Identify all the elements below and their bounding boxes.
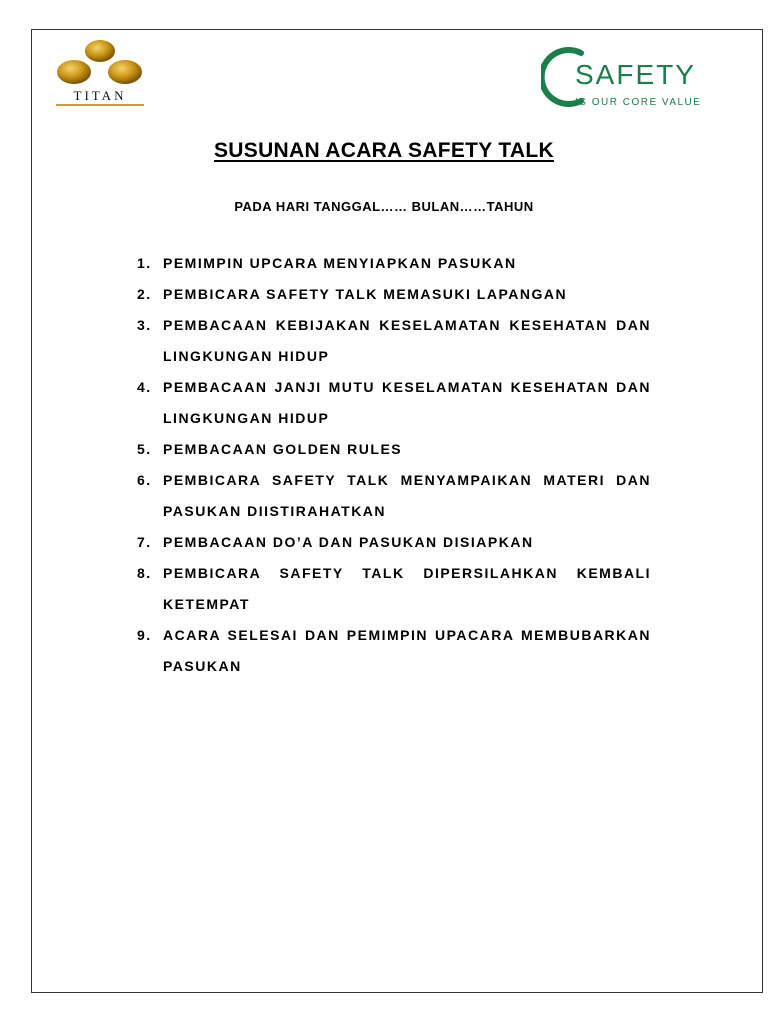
item-text: PEMBACAAN DO’A DAN PASUKAN DISIAPKAN — [163, 534, 534, 550]
item-text: PEMBACAAN KEBIJAKAN KESELAMATAN KESEHATAN DAN LINGKUNGAN HIDUP — [163, 317, 651, 364]
item-number: 4. — [137, 379, 152, 395]
list-item — [137, 465, 651, 527]
titan-underline — [56, 104, 144, 106]
item-number: 7. — [137, 534, 152, 550]
list-item — [137, 310, 651, 372]
item-number: 1. — [137, 255, 152, 271]
titan-wordmark: TITAN — [73, 88, 127, 103]
item-number: 2. — [137, 286, 152, 302]
safety-tagline: IS OUR CORE VALUE — [575, 97, 702, 108]
item-number: 8. — [137, 565, 152, 581]
list-item — [137, 434, 651, 465]
item-number: 5. — [137, 441, 152, 457]
item-number: 6. — [137, 472, 152, 488]
safety-wordmark: SAFETY — [575, 59, 696, 90]
item-text: PEMBICARA SAFETY TALK MENYAMPAIKAN MATERI DAN PASUKAN DIISTIRAHATKAN — [163, 472, 651, 519]
agenda-list — [137, 248, 651, 682]
item-text: PEMBACAAN GOLDEN RULES — [163, 441, 403, 457]
item-number: 9. — [137, 627, 152, 643]
list-item — [137, 527, 651, 558]
item-text: PEMBICARA SAFETY TALK MEMASUKI LAPANGAN — [163, 286, 568, 302]
date-line: PADA HARI TANGGAL…… BULAN……TAHUN — [234, 199, 534, 214]
item-number: 3. — [137, 317, 152, 333]
list-item — [137, 558, 651, 620]
titan-logo — [52, 38, 148, 110]
list-item — [137, 248, 651, 279]
gold-spheres-icon — [52, 38, 148, 88]
list-item — [137, 620, 651, 682]
page-title: SUSUNAN ACARA SAFETY TALK — [213, 139, 554, 162]
item-text: PEMIMPIN UPCARA MENYIAPKAN PASUKAN — [163, 255, 517, 271]
list-item — [137, 279, 651, 310]
list-item — [137, 372, 651, 434]
item-text: PEMBACAAN JANJI MUTU KESELAMATAN KESEHATAN DAN LINGKUNGAN HIDUP — [163, 379, 651, 426]
item-text: PEMBICARA SAFETY TALK DIPERSILAHKAN KEMBALI KETEMPAT — [163, 565, 651, 612]
safety-logo — [541, 44, 721, 110]
item-text: ACARA SELESAI DAN PEMIMPIN UPACARA MEMBUBARKAN PASUKAN — [163, 627, 651, 674]
